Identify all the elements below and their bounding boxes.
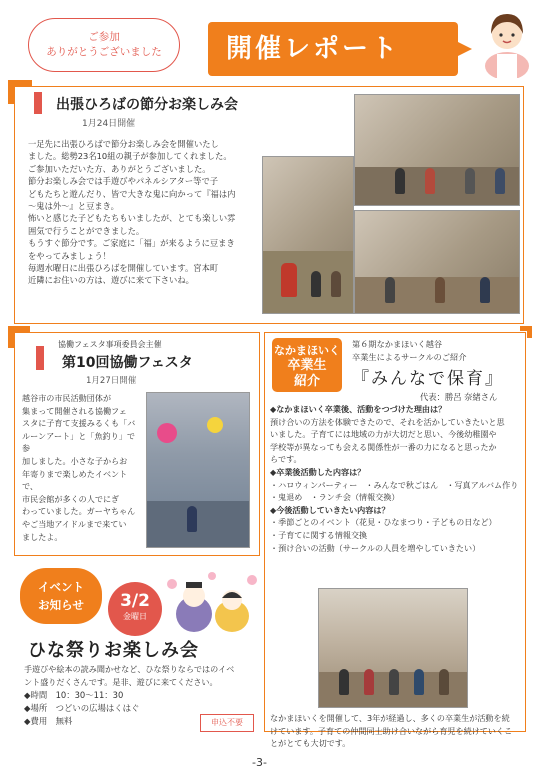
body-line: スタに子育て支援みるくも「バ [22, 418, 136, 429]
kyodo-photo [146, 392, 250, 548]
answer-line: ・子育てに関する情報交換 [270, 529, 368, 540]
thanks-badge [28, 18, 180, 72]
event-description [24, 663, 256, 688]
event-place: ◆場所 つどいの広場はくはぐ [24, 702, 140, 713]
no-registration-badge: 申込不要 [200, 714, 254, 732]
answer-line: 預け合いの方法を体験できたので、それを活かしていきたいと思 [270, 416, 505, 427]
kyodo-body [22, 392, 140, 543]
graduates-badge [272, 338, 342, 392]
setsubun-title: 出張ひろばの節分お楽しみ会 [56, 97, 238, 113]
page-title: 開催レポート [208, 22, 458, 76]
graduates-body [270, 403, 522, 554]
closing-line: とがとても大切です。 [270, 738, 351, 749]
body-line: 近隣にお住いの方は、遊びに来て下さいね。 [28, 275, 194, 286]
body-line: ましたよ。 [22, 531, 63, 542]
closing-line: けています。子育ての仲間同士助け合いながら育児を続けていくこ [270, 725, 513, 736]
section-corner [520, 326, 532, 338]
body-line: 怖いと感じた子どもたちもいましたが、とても楽しい雰 [28, 213, 236, 224]
body-line: 囲気で行うことができました。 [28, 225, 145, 236]
thanks-line-2: ありがとうございました [46, 46, 162, 58]
body-line: ルーンアート」と「魚釣り」で参 [22, 430, 135, 454]
answer-line: ・鬼退め ・ランチ会（情報交換） [270, 492, 400, 503]
graduates-representative: 代表：勝呂 奈緒さん [420, 392, 498, 402]
body-line: どもたちと遊んだり、皆で大きな鬼に向かって『福は内 [28, 188, 236, 199]
body-line: 毎週水曜日に出張ひろばを開催しています。宮本町 [28, 263, 219, 274]
body-line: 一足先に出張ひろばで節分お楽しみ会を開催いたし [28, 139, 219, 149]
closing-line: なかまほいくを開催して、3年が経過し、多くの卒業生が活動を続 [270, 713, 510, 723]
body-line: ～鬼は外～』と豆まき。 [28, 201, 119, 212]
graduates-photo [318, 588, 468, 708]
question: ◆卒業後活動した内容は？ [270, 466, 366, 477]
setsubun-body [28, 138, 256, 287]
event-badge [20, 568, 102, 624]
answer-line: 学校等が異なっても会える関係性が一番の力になると思ったか [270, 441, 497, 452]
kyodo-title: 第10回協働フェスタ [62, 355, 193, 371]
event-fee: ◆費用 無料 [24, 715, 73, 726]
badge-line: なかまほいく [274, 344, 340, 357]
heading-marker [34, 92, 42, 114]
graduates-closing [270, 712, 526, 750]
body-line: もうすぐ節分です。ご家庭に「福」が来るように豆まき [28, 238, 235, 249]
body-line: 集まって開催される協働フェ [22, 405, 127, 416]
body-line: 越谷市の市民活動団体が [22, 393, 112, 403]
question: ◆今後活動していきたい内容は？ [270, 504, 390, 515]
setsubun-photo-3 [262, 156, 354, 314]
body-line: 年寄りまで楽しめたイベントで、 [22, 468, 128, 492]
mascot-illustration [478, 4, 536, 78]
body-line: 市民会館が多くの人でにぎ [22, 493, 120, 504]
desc-line: 手遊びや絵本の読み聞かせなど、ひな祭りならではのイベ [24, 664, 235, 674]
body-line: 加しました。小さな子からお [22, 455, 128, 466]
setsubun-photo-2 [354, 210, 520, 314]
body-line: わっていました。ガーヤちゃん [22, 506, 136, 517]
event-time: ◆時間 10：30～11：30 [24, 690, 124, 700]
body-line: ました。総勢23名10組の親子が参加してくれました。 [28, 151, 232, 162]
hina-dolls-illustration [164, 570, 260, 634]
heading-marker [36, 346, 44, 370]
event-date: 3/2 [120, 591, 150, 611]
badge-line: 紹介 [293, 374, 320, 389]
badge-line: お知らせ [38, 598, 84, 612]
body-line: 節分お楽しみ会では手遊びやパネルシアター等で子 [28, 176, 219, 187]
desc-line: ント盛りだくさんです。是非、遊びに来てください。 [24, 676, 218, 687]
setsubun-date: 1月24日開催 [82, 119, 136, 129]
graduates-subtitle-1: 第６期なかまほいく越谷 [352, 339, 443, 349]
event-info [24, 689, 139, 727]
badge-line: イベント [38, 580, 84, 594]
badge-line: 卒業生 [287, 358, 327, 373]
answer-line: いました。子育てには地域の力が大切だと思い、今後幼稚園や [270, 429, 497, 440]
question: ◆なかまほいく卒業後、活動をつづけた理由は？ [270, 404, 447, 414]
kyodo-date: 1月27日開催 [86, 376, 137, 386]
body-line: やご当地アイドルまで来てい [22, 518, 127, 529]
thanks-line-1: ご参加 [88, 31, 120, 43]
answer-line: ・ハロウィンパーティー ・みんなで秋ごはん ・写真アルバム作り [270, 479, 519, 490]
graduates-subtitle-2: 卒業生によるサークルのご紹介 [352, 352, 467, 362]
setsubun-photo-1 [354, 94, 520, 206]
event-title: ひな祭りお楽しみ会 [28, 640, 199, 661]
event-weekday: 金曜日 [123, 612, 147, 621]
answer-line: らです。 [270, 454, 302, 465]
event-date-circle [108, 582, 162, 636]
graduates-title: 『みんなで保育』 [352, 369, 504, 389]
page-number: -3- [252, 756, 267, 769]
answer-line: ・預け合いの活動（サークルの人員を増やしていきたい） [270, 542, 481, 553]
body-line: をやってみましょう！ [28, 250, 111, 261]
kyodo-organizer: 協働フェスタ事項委員会主催 [58, 340, 162, 349]
answer-line: ・季節ごとのイベント（花見・ひなまつり・子どもの日など） [270, 517, 497, 528]
body-line: ご参加いただいた方、ありがとうございました。 [28, 163, 211, 174]
